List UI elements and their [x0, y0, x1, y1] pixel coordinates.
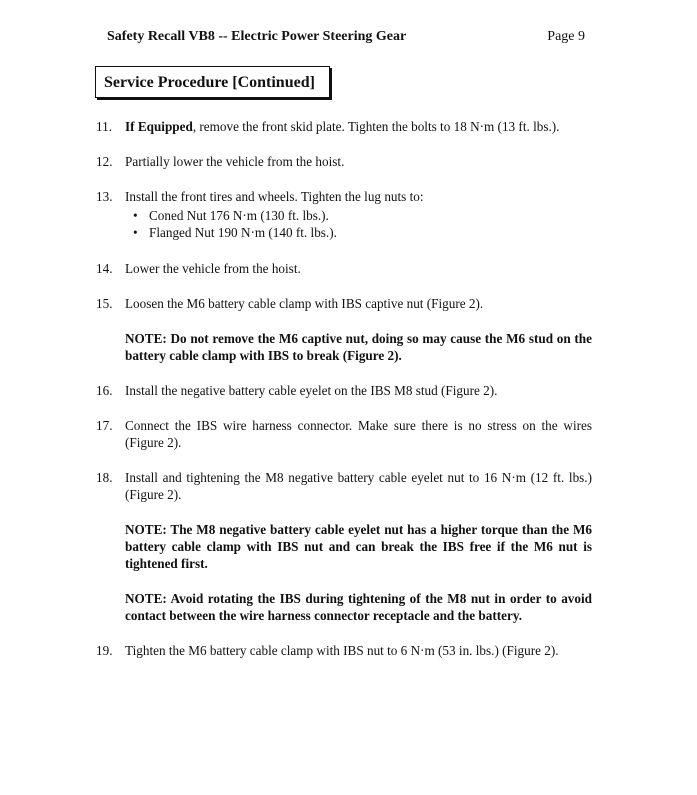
step-number: 15.: [96, 296, 113, 311]
step-lead: If Equipped: [125, 119, 193, 134]
step-text: Install the front tires and wheels. Tighten the lug nuts to:: [125, 189, 424, 204]
procedure-content: [96, 118, 592, 659]
step-number: 18.: [96, 470, 113, 485]
step-text: Loosen the M6 battery cable clamp with IBS captive nut (Figure 2).: [125, 296, 484, 311]
step-text: Lower the vehicle from the hoist.: [125, 261, 301, 276]
step-text: Partially lower the vehicle from the hoist.: [125, 154, 345, 169]
step-15: [96, 295, 592, 312]
note-m8-torque: NOTE: The M8 negative battery cable eyelet nut has a higher torque than the M6 battery cable clamp with IBS nut and can break the IBS free if the M6 nut is tightened first.: [125, 522, 592, 571]
lug-nut-list: [125, 207, 592, 241]
step-number: 16.: [96, 383, 113, 398]
step-number: 19.: [96, 643, 113, 658]
step-text: Tighten the M6 battery cable clamp with IBS nut to 6 N·m (53 in. lbs.) (Figure 2).: [125, 643, 559, 658]
step-text: Install and tightening the M8 negative battery cable eyelet nut to 16 N·m (12 ft. lbs.) (Figure 2).: [125, 470, 592, 502]
step-text: Connect the IBS wire harness connector. Make sure there is no stress on the wires (Figure 2).: [125, 418, 592, 450]
page-header: [107, 29, 591, 45]
step-14: [96, 260, 592, 277]
step-11: [96, 118, 592, 135]
step-number: 12.: [96, 154, 113, 169]
step-17: [96, 417, 592, 451]
step-text: , remove the front skid plate. Tighten the bolts to 18 N·m (13 ft. lbs.).: [192, 119, 560, 134]
section-title: Service Procedure [Continued]: [95, 66, 330, 98]
step-19: [96, 642, 592, 659]
step-number: 14.: [96, 261, 113, 276]
document-title: Safety Recall VB8 -- Electric Power Steering Gear: [107, 29, 407, 44]
step-16: [96, 382, 592, 399]
step-18: [96, 469, 592, 503]
step-12: [96, 153, 592, 170]
step-number: 17.: [96, 418, 113, 433]
step-number: 11.: [96, 119, 112, 134]
list-item: • Coned Nut 176 N·m (130 ft. lbs.).: [125, 207, 592, 224]
note-avoid-rotating: NOTE: Avoid rotating the IBS during tightening of the M8 nut in order to avoid contact between the wire harness connector receptacle and the battery.: [125, 591, 592, 623]
step-13: [96, 188, 592, 241]
list-item: • Flanged Nut 190 N·m (140 ft. lbs.).: [125, 224, 592, 241]
page-number: Page 9: [547, 29, 585, 44]
step-text: Install the negative battery cable eyelet on the IBS M8 stud (Figure 2).: [125, 383, 498, 398]
step-number: 13.: [96, 189, 113, 204]
note-captive-nut: NOTE: Do not remove the M6 captive nut, doing so may cause the M6 stud on the battery cable clamp with IBS to break (Figure 2).: [125, 331, 592, 363]
